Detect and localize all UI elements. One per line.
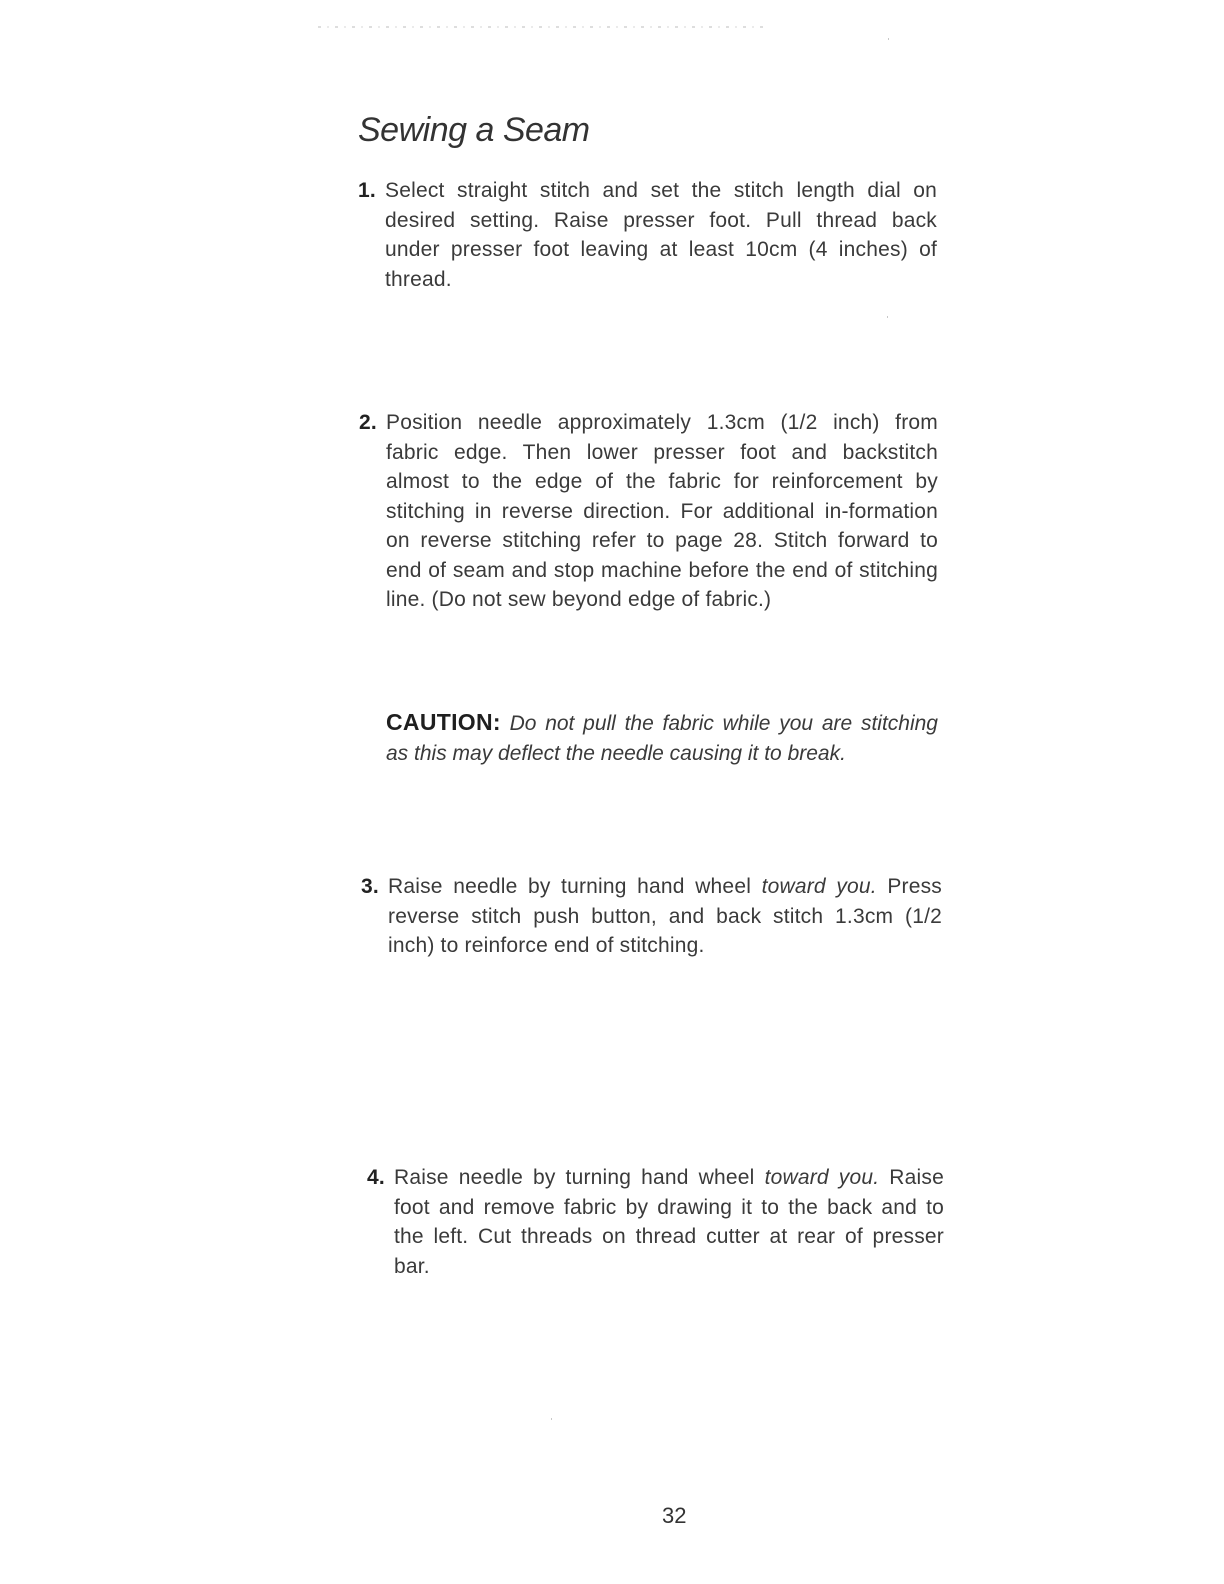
step-4: [367, 1163, 944, 1281]
step-number: 4.: [367, 1166, 385, 1189]
page-title: Sewing a Seam: [358, 110, 590, 149]
step-text: [388, 872, 942, 961]
step-text: Select straight stitch and set the stitch length dial on desired setting. Raise presser foot. Pull thread back under presser foot leaving at least 10cm (4 inches) of thread.: [385, 179, 937, 291]
step-text: [394, 1163, 944, 1281]
caution-note: [386, 708, 938, 768]
step-number: 2.: [359, 411, 377, 434]
step-text-emphasis: toward you.: [764, 1166, 880, 1189]
caution-text: Do not pull the fabric while you are stitching as this may deflect the needle causing it to break.: [386, 712, 938, 765]
scan-speck: [551, 1418, 552, 1420]
scan-speck: [887, 316, 888, 318]
step-text-emphasis: toward you.: [761, 875, 877, 898]
scan-artifact: [318, 26, 768, 28]
step-1: [358, 176, 937, 294]
step-3: [361, 872, 942, 961]
step-number: 1.: [358, 179, 376, 202]
page-number: 32: [662, 1503, 687, 1528]
step-number: 3.: [361, 875, 379, 898]
step-text-part: Raise foot and remove fabric by drawing it to the back and to the left. Cut threads on thread cutter at rear of presser bar.: [394, 1166, 944, 1278]
caution-label: CAUTION:: [386, 709, 501, 735]
step-text: Position needle approximately 1.3cm (1/2 inch) from fabric edge. Then lower presser foot and backstitch almost to the edge of the fabric for reinforcement by stitching in reverse direction. For additional in-formation on reverse stitching refer to page 28. Stitch forward to end of seam and stop machine before the end of stitching line. (Do not sew beyond edge of fabric.): [386, 411, 938, 611]
step-2: [359, 408, 938, 615]
step-text-part: Raise needle by turning hand wheel: [394, 1166, 765, 1189]
step-text-part: Raise needle by turning hand wheel: [388, 875, 762, 898]
step-text-part: Press reverse stitch push button, and back stitch 1.3cm (1/2 inch) to reinforce end of stitching.: [388, 875, 942, 957]
scan-speck: [888, 38, 889, 40]
